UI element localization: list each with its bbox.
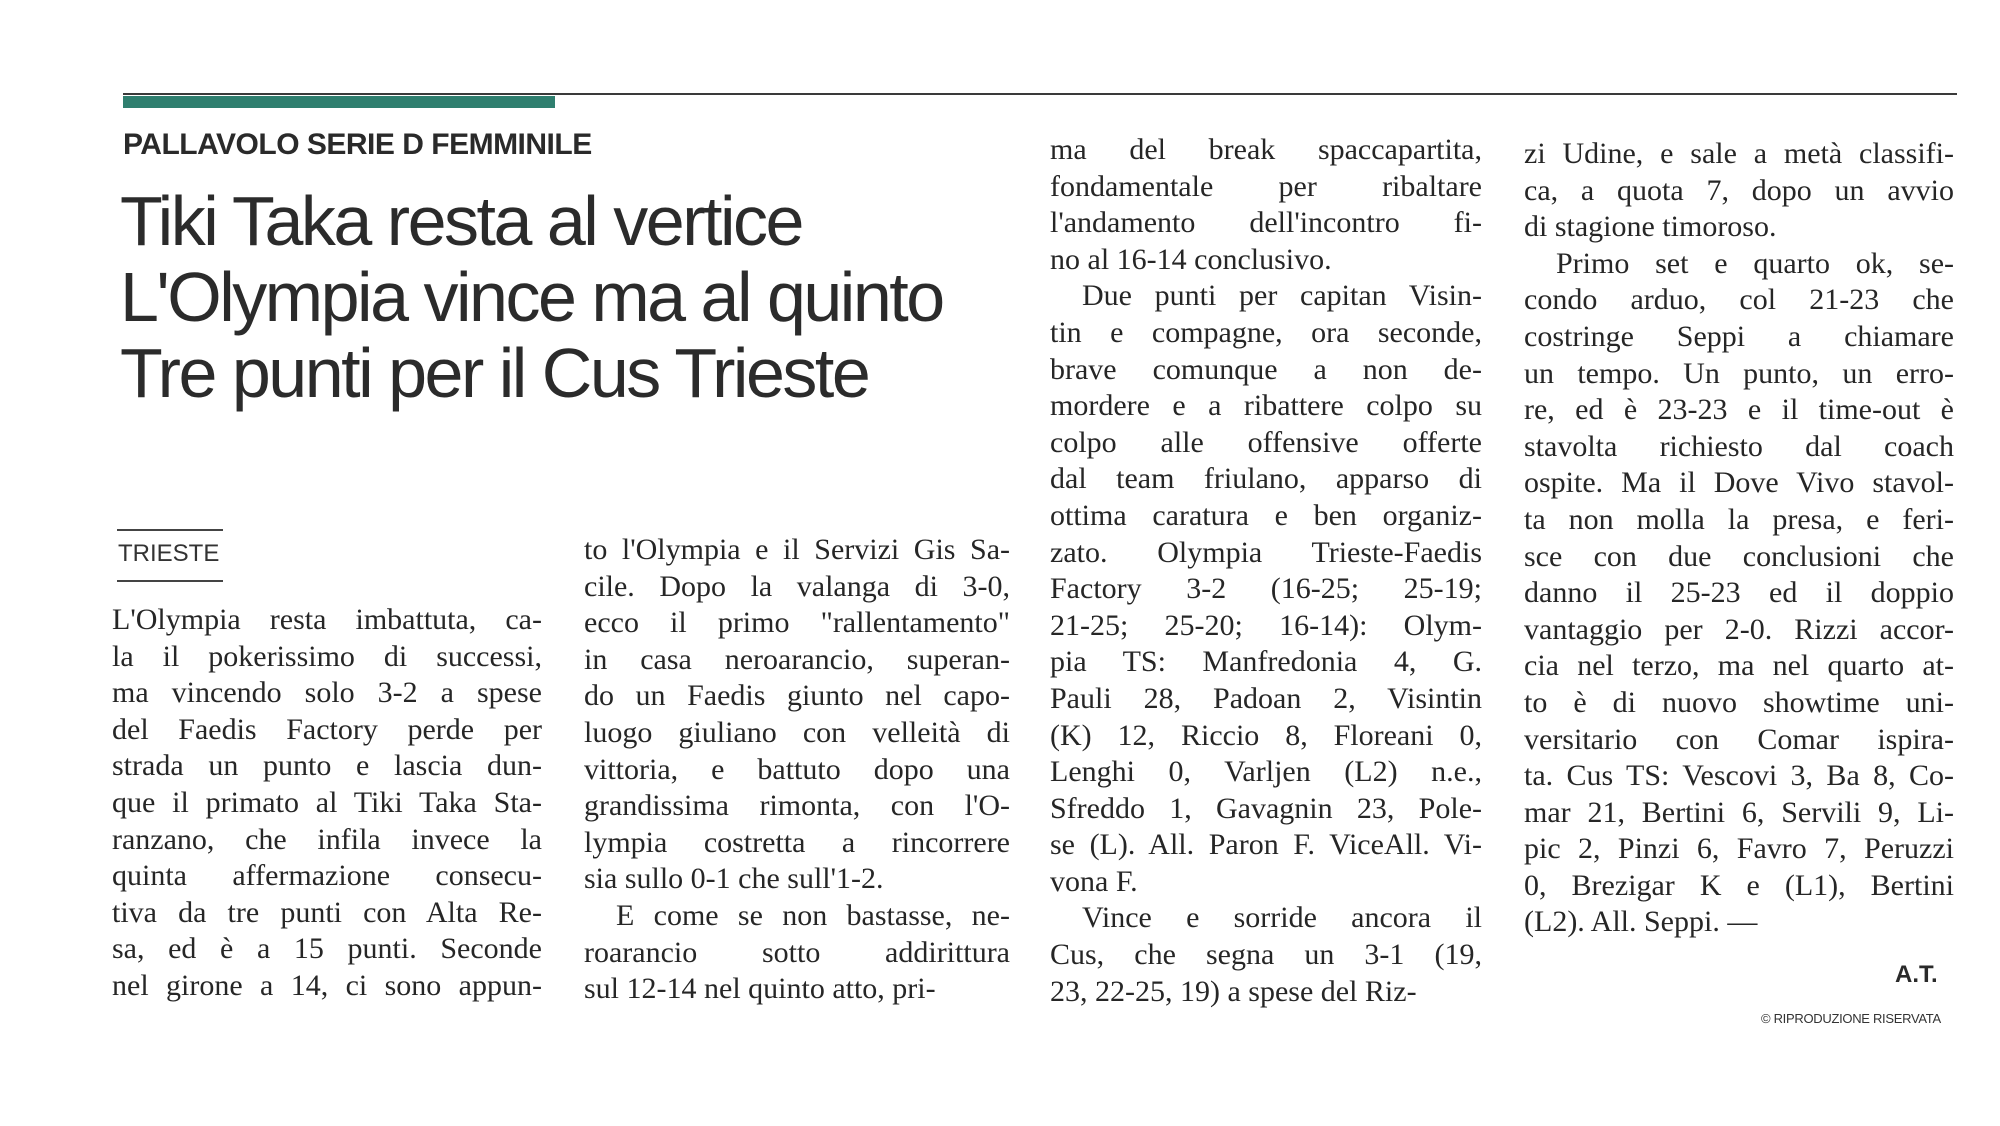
headline: [120, 183, 1020, 411]
text-line: ospite. Ma il Dove Vivo stavol-: [1524, 466, 1954, 500]
text-line: L'Olympia resta imbattuta, ca-: [112, 603, 542, 636]
text-line: fondamentale per ribaltare: [1050, 169, 1482, 203]
text-line: pia TS: Manfredonia 4, G.: [1050, 645, 1482, 679]
text-line: tiva da tre punti con Alta Re-: [112, 895, 542, 929]
text-line: vona F.: [1050, 864, 1138, 898]
text-line: cia nel terzo, ma nel quarto at-: [1524, 649, 1954, 683]
text-line: un tempo. Un punto, un erro-: [1524, 356, 1954, 390]
text-line: Factory 3-2 (16-25; 25-19;: [1050, 572, 1482, 606]
text-line: ranzano, che infila invece la: [112, 822, 542, 856]
text-line: grandissima rimonta, con l'O-: [584, 789, 1010, 823]
text-line: in casa neroarancio, superan-: [584, 642, 1010, 676]
text-line: to l'Olympia e il Servizi Gis Sa-: [584, 533, 1010, 566]
text-line: Sfreddo 1, Gavagnin 23, Pole-: [1050, 791, 1482, 825]
text-line: dal team friulano, apparso di: [1050, 462, 1482, 496]
article-column-2: [584, 532, 1010, 1008]
dateline-rule: [117, 529, 223, 531]
text-line: strada un punto e lascia dun-: [112, 749, 542, 783]
headline-line: L'Olympia vince ma al quinto: [120, 258, 943, 336]
text-line: ta. Cus TS: Vescovi 3, Ba 8, Co-: [1524, 759, 1954, 793]
text-line: roarancio sotto addirittura: [584, 935, 1010, 969]
text-line: stavolta richiesto dal coach: [1524, 429, 1954, 463]
text-line: quinta affermazione consecu-: [112, 859, 542, 893]
text-line: se (L). All. Paron F. ViceAll. Vi-: [1050, 828, 1482, 862]
text-line: colpo alle offensive offerte: [1050, 425, 1482, 459]
text-line: zato. Olympia Trieste-Faedis: [1050, 535, 1482, 569]
text-line: pic 2, Pinzi 6, Favro 7, Peruzzi: [1524, 832, 1954, 866]
copyright-notice: © RIPRODUZIONE RISERVATA: [1761, 1011, 1941, 1026]
text-line: zi Udine, e sale a metà classifi-: [1524, 137, 1954, 170]
section-kicker: PALLAVOLO SERIE D FEMMINILE: [123, 128, 592, 161]
article-column-3: [1050, 132, 1482, 1010]
article-column-1: [112, 602, 542, 1005]
dateline: TRIESTE: [118, 540, 220, 567]
text-line: ottima caratura e ben organiz-: [1050, 498, 1482, 532]
text-line: mar 21, Bertini 6, Servili 9, Li-: [1524, 795, 1954, 829]
text-line: Vince e sorride ancora il: [1082, 901, 1482, 935]
text-line: to è di nuovo showtime uni-: [1524, 685, 1954, 719]
text-line: danno il 25-23 ed il doppio: [1524, 576, 1954, 610]
top-rule: [123, 93, 1957, 95]
text-line: sia sullo 0-1 che sull'1-2.: [584, 862, 884, 896]
headline-line: Tiki Taka resta al vertice: [120, 182, 802, 260]
text-line: ma del break spaccapartita,: [1050, 133, 1482, 166]
text-line: luogo giuliano con velleità di: [584, 715, 1010, 749]
dateline-rule: [117, 580, 223, 582]
text-line: do un Faedis giunto nel capo-: [584, 679, 1010, 713]
text-line: Due punti per capitan Visin-: [1082, 279, 1482, 313]
text-line: no al 16-14 conclusivo.: [1050, 242, 1332, 276]
text-line: ecco il primo "rallentamento": [584, 606, 1010, 640]
text-line: ma vincendo solo 3-2 a spese: [112, 676, 542, 710]
text-line: ca, a quota 7, dopo un avvio: [1524, 173, 1954, 207]
text-line: condo arduo, col 21-23 che: [1524, 283, 1954, 317]
text-line: sce con due conclusioni che: [1524, 539, 1954, 573]
text-line: sa, ed è a 15 punti. Seconde: [112, 932, 542, 966]
text-line: tin e compagne, ora seconde,: [1050, 315, 1482, 349]
accent-bar: [123, 96, 555, 108]
text-line: E come se non bastasse, ne-: [616, 898, 1010, 932]
text-line: del Faedis Factory perde per: [112, 712, 542, 746]
author-signature: A.T.: [1895, 961, 1938, 988]
text-line: mordere e a ribattere colpo su: [1050, 389, 1482, 423]
text-line: di stagione timoroso.: [1524, 210, 1777, 244]
text-line: brave comunque a non de-: [1050, 352, 1482, 386]
text-line: Primo set e quarto ok, se-: [1556, 246, 1954, 280]
text-line: 23, 22-25, 19) a spese del Riz-: [1050, 974, 1417, 1008]
headline-line: Tre punti per il Cus Trieste: [120, 334, 869, 412]
text-line: la il pokerissimo di successi,: [112, 639, 542, 673]
text-line: vittoria, e battuto dopo una: [584, 752, 1010, 786]
text-line: Pauli 28, Padoan 2, Visintin: [1050, 681, 1482, 715]
text-line: vantaggio per 2-0. Rizzi accor-: [1524, 612, 1954, 646]
text-line: re, ed è 23-23 e il time-out è: [1524, 393, 1954, 427]
text-line: ta non molla la presa, e feri-: [1524, 502, 1954, 536]
text-line: (K) 12, Riccio 8, Floreani 0,: [1050, 718, 1482, 752]
text-line: Lenghi 0, Varljen (L2) n.e.,: [1050, 755, 1482, 789]
text-line: cile. Dopo la valanga di 3-0,: [584, 569, 1010, 603]
text-line: (L2). All. Seppi. —: [1524, 905, 1758, 939]
text-line: lympia costretta a rincorrere: [584, 825, 1010, 859]
text-line: Cus, che segna un 3-1 (19,: [1050, 938, 1482, 972]
article-column-4: [1524, 136, 1954, 941]
text-line: que il primato al Tiki Taka Sta-: [112, 785, 542, 819]
text-line: nel girone a 14, ci sono appun-: [112, 968, 542, 1002]
text-line: versitario con Comar ispira-: [1524, 722, 1954, 756]
text-line: l'andamento dell'incontro fi-: [1050, 206, 1482, 240]
text-line: 0, Brezigar K e (L1), Bertini: [1524, 868, 1954, 902]
text-line: costringe Seppi a chiamare: [1524, 319, 1954, 353]
text-line: sul 12-14 nel quinto atto, pri-: [584, 972, 936, 1006]
text-line: 21-25; 25-20; 16-14): Olym-: [1050, 608, 1482, 642]
